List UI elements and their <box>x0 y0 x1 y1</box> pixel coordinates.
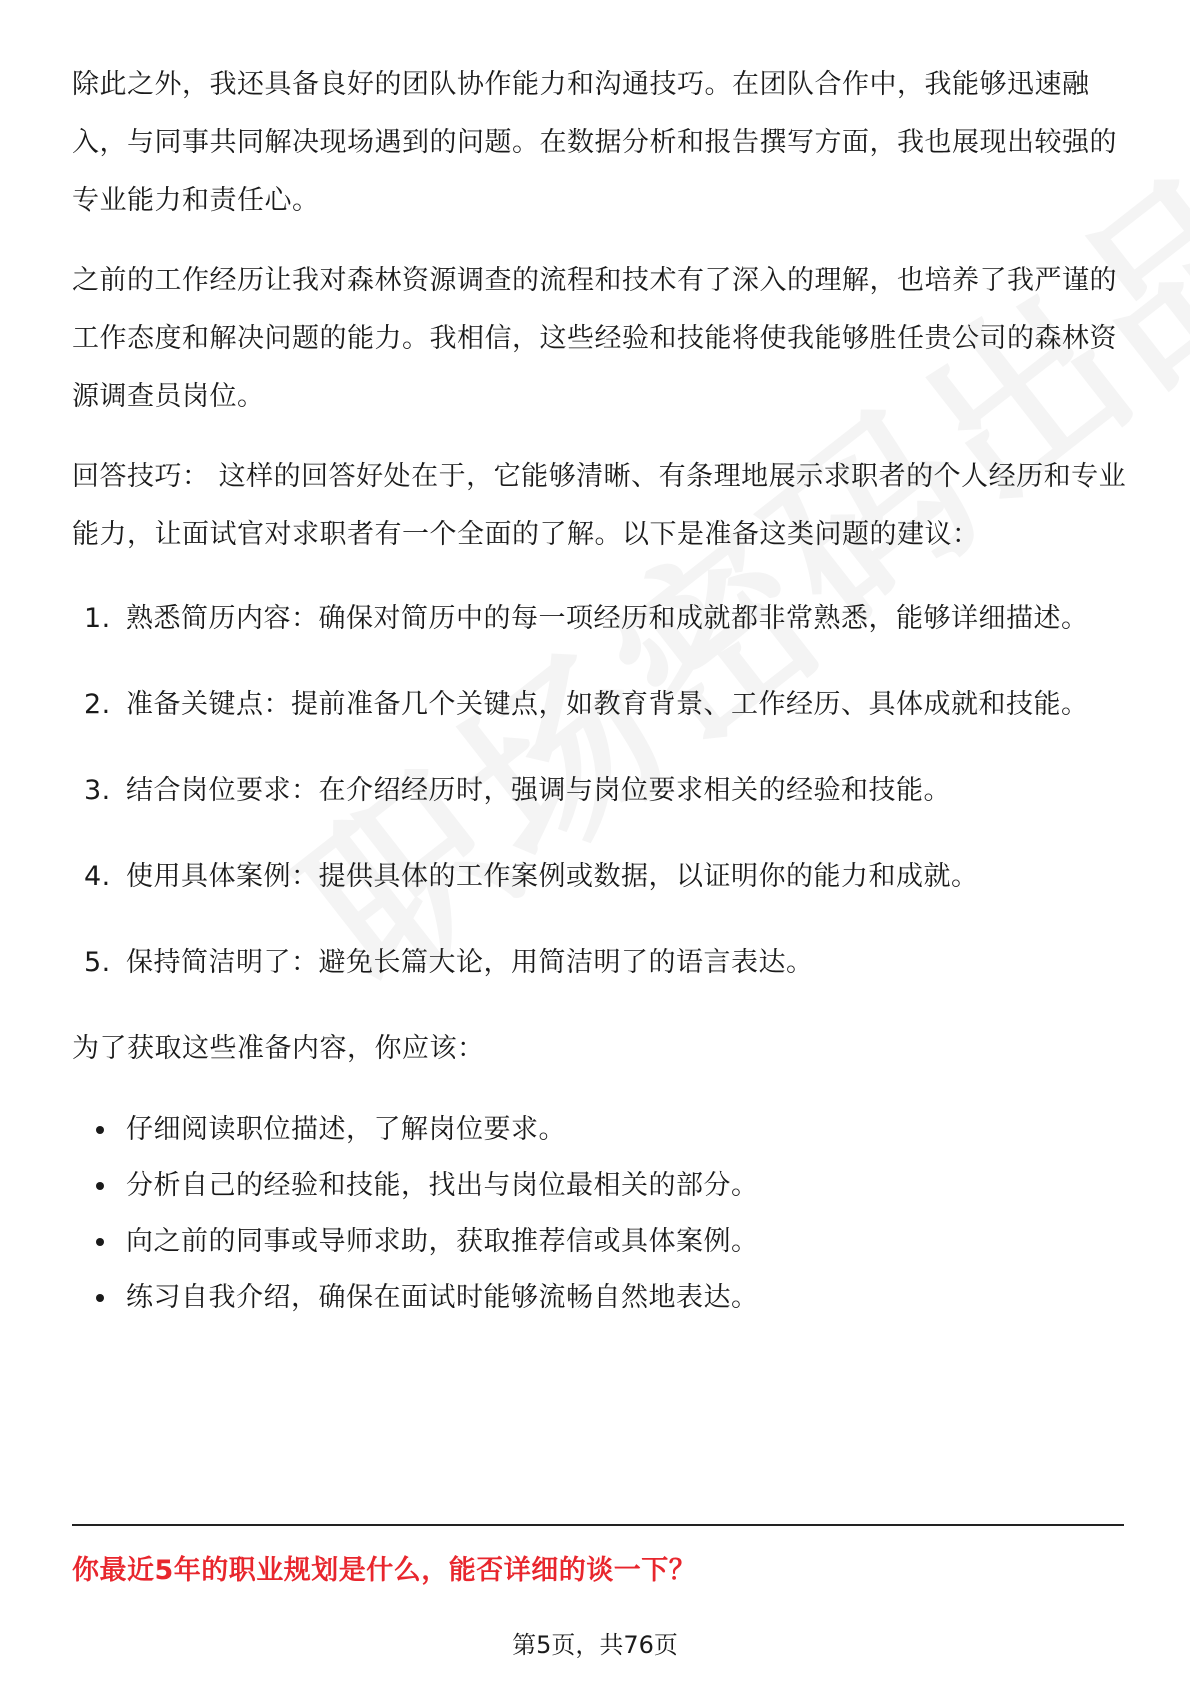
list-item-text: 熟悉简历内容：确保对简历中的每一项经历和成就都非常熟悉，能够详细描述。 <box>126 603 1089 634</box>
paragraph-teamwork: 除此之外，我还具备良好的团队协作能力和沟通技巧。在团队合作中，我能够迅速融入，与同事共同解决现场遇到的问题。在数据分析和报告撰写方面，我也展现出较强的专业能力和责任心。 <box>72 69 1117 216</box>
list-number: 5. <box>84 947 111 978</box>
preparation-list <box>72 1102 1132 1326</box>
list-item-text: 练习自我介绍，确保在面试时能够流畅自然地表达。 <box>126 1282 759 1313</box>
list-item-text: 向之前的同事或导师求助，获取推荐信或具体案例。 <box>126 1226 759 1257</box>
bullet-icon <box>96 1238 104 1246</box>
list-number: 2. <box>84 689 111 720</box>
section-divider <box>72 1524 1124 1526</box>
list-item-text: 准备关键点：提前准备几个关键点，如教育背景、工作经历、具体成就和技能。 <box>126 689 1089 720</box>
tips-list-item <box>72 676 1132 734</box>
paragraph-experience: 之前的工作经历让我对森林资源调查的流程和技术有了深入的理解，也培养了我严谨的工作态度和解决问题的能力。我相信，这些经验和技能将使我能够胜任贵公司的森林资源调查员岗位。 <box>72 265 1117 412</box>
list-item-text: 结合岗位要求：在介绍经历时，强调与岗位要求相关的经验和技能。 <box>126 775 951 806</box>
tips-list-item <box>72 934 1132 992</box>
list-number: 3. <box>84 775 111 806</box>
list-item-text: 仔细阅读职位描述，了解岗位要求。 <box>126 1114 566 1145</box>
preparation-list-item <box>72 1270 1132 1326</box>
list-number: 1. <box>84 603 111 634</box>
bullet-icon <box>96 1294 104 1302</box>
page-content <box>72 56 1132 1326</box>
preparation-list-item <box>72 1102 1132 1158</box>
page-number-footer: 第5页，共76页 <box>512 1631 678 1659</box>
tips-list <box>72 590 1132 992</box>
tips-list-item <box>72 762 1132 820</box>
bullet-icon <box>96 1126 104 1134</box>
paragraph-answer-tips: 回答技巧： 这样的回答好处在于，它能够清晰、有条理地展示求职者的个人经历和专业能力，让面试官对求职者有一个全面的了解。以下是准备这类问题的建议： <box>72 461 1127 550</box>
next-question-heading: 你最近5年的职业规划是什么，能否详细的谈一下？ <box>72 1555 697 1586</box>
tips-list-item <box>72 590 1132 648</box>
list-item-text: 分析自己的经验和技能，找出与岗位最相关的部分。 <box>126 1170 759 1201</box>
list-number: 4. <box>84 861 111 892</box>
bullet-icon <box>96 1182 104 1190</box>
list-item-text: 保持简洁明了：避免长篇大论，用简洁明了的语言表达。 <box>126 947 814 978</box>
preparation-intro: 为了获取这些准备内容，你应该： <box>72 1033 485 1064</box>
preparation-list-item <box>72 1158 1132 1214</box>
tips-list-item <box>72 848 1132 906</box>
list-item-text: 使用具体案例：提供具体的工作案例或数据，以证明你的能力和成就。 <box>126 861 979 892</box>
preparation-list-item <box>72 1214 1132 1270</box>
